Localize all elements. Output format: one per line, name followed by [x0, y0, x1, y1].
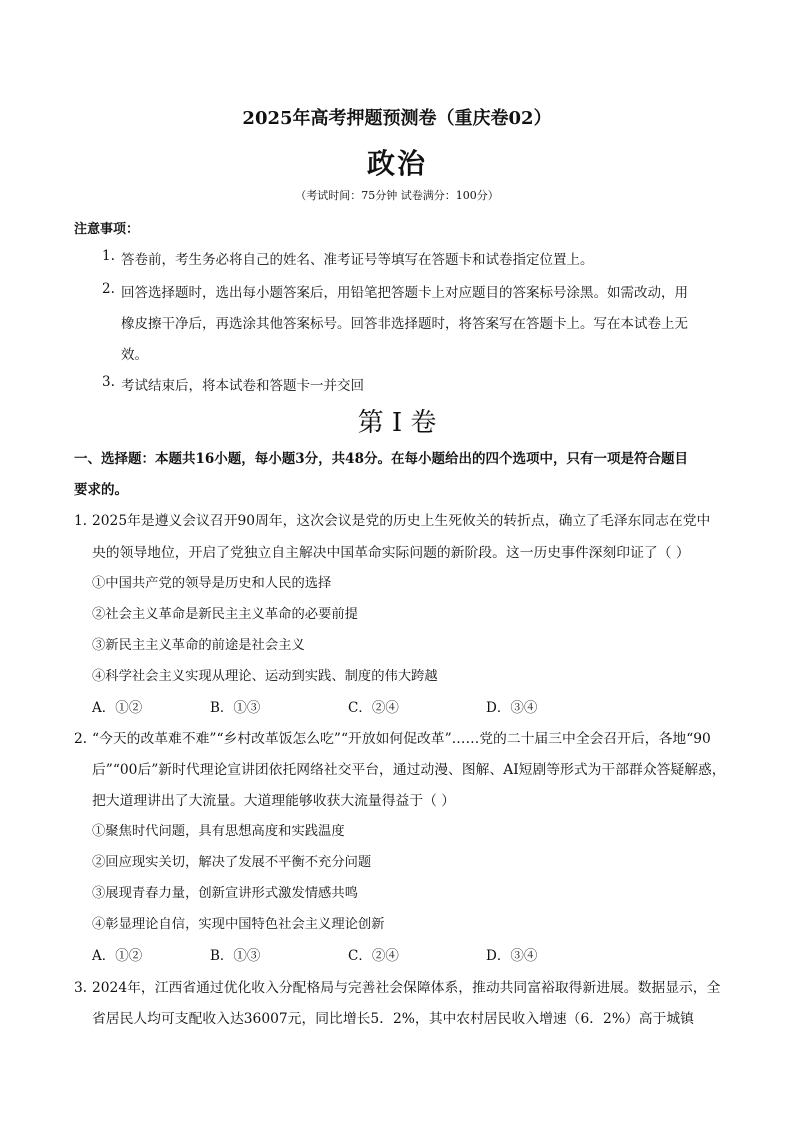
- note-line: 考试结束后，将本试卷和答题卡一并交回: [121, 378, 364, 394]
- note-number: 1.: [102, 248, 115, 264]
- section-heading: 一、选择题：本题共16小题，每小题3分，共48分。在每小题给出的四个选项中，只有一项是符合题目: [74, 451, 688, 467]
- note-line: 回答选择题时，选出每小题答案后，用铅笔把答题卡上对应题目的答案标号涂黑。如需改动，用: [121, 285, 688, 301]
- page-title: 2025年高考押题预测卷（重庆卷02）: [242, 108, 552, 129]
- note-line: 橡皮擦干净后，再选涂其他答案标号。回答非选择题时，将答案写在答题卡上。写在本试卷上无: [121, 316, 688, 332]
- statement-item: ④彰显理论自信，实现中国特色社会主义理论创新: [92, 917, 385, 932]
- question-number: 1．: [74, 513, 97, 529]
- option-d: D．③④: [486, 700, 538, 716]
- question-stem-line: 后”“00后”新时代理论宣讲团依托网络社交平台，通过动漫、图解、AI短剧等形式为干部群众答疑解惑，: [92, 762, 726, 778]
- note-number: 3.: [102, 374, 115, 390]
- statement-item: ②社会主义革命是新民主主义革命的必要前提: [92, 607, 358, 622]
- exam-info: （考试时间：75分钟 试卷满分：100分）: [295, 189, 499, 202]
- question-stem-line: “今天的改革难不难”“乡村改革饭怎么吃”“开放如何促改革”……党的二十届三中全会召开后，各地“90: [92, 731, 711, 747]
- statement-item: ②回应现实关切，解决了发展不平衡不充分问题: [92, 855, 372, 870]
- option-a: A．①②: [92, 700, 143, 716]
- question-number: 3．: [74, 980, 97, 996]
- notes-heading: 注意事项：: [74, 222, 140, 237]
- option-b: B．①③: [210, 948, 261, 964]
- statement-item: ④科学社会主义实现从理论、运动到实践、制度的伟大跨越: [92, 669, 438, 684]
- question-stem-line: 省居民人均可支配收入达36007元，同比增长5．2%，其中农村居民收入增速（6．2%）高于城镇: [92, 1011, 694, 1027]
- option-c: C．②④: [348, 948, 399, 964]
- statement-item: ①中国共产党的领导是历史和人民的选择: [92, 576, 332, 591]
- question-stem-line: 2024年，江西省通过优化收入分配格局与完善社会保障体系，推动共同富裕取得新进展。数据显示，全: [92, 980, 721, 996]
- note-line: 答卷前，考生务必将自己的姓名、准考证号等填写在答题卡和试卷指定位置上。: [121, 252, 594, 268]
- question-stem-line: 2025年是遵义会议召开90周年，这次会议是党的历史上生死攸关的转折点，确立了毛泽东同志在党中: [92, 513, 711, 529]
- statement-item: ①聚焦时代问题，具有思想高度和实践温度: [92, 824, 345, 839]
- part-title: 第 I 卷: [357, 408, 437, 438]
- option-b: B．①③: [210, 700, 261, 716]
- question-stem-line: 央的领导地位，开启了党独立自主解决中国革命实际问题的新阶段。这一历史事件深刻印证了（ ）: [92, 545, 690, 561]
- note-line: 效。: [121, 347, 148, 363]
- statement-item: ③展现青春力量，创新宣讲形式激发情感共鸣: [92, 886, 358, 901]
- question-stem-line: 把大道理讲出了大流量。大道理能够收获大流量得益于（ ）: [92, 793, 456, 809]
- section-heading-cont: 要求的。: [74, 482, 128, 498]
- option-a: A．①②: [92, 948, 143, 964]
- option-c: C．②④: [348, 700, 399, 716]
- option-d: D．③④: [486, 948, 538, 964]
- question-number: 2．: [74, 731, 97, 747]
- subject-title: 政治: [366, 147, 427, 180]
- statement-item: ③新民主主义革命的前途是社会主义: [92, 638, 305, 653]
- note-number: 2.: [102, 281, 115, 297]
